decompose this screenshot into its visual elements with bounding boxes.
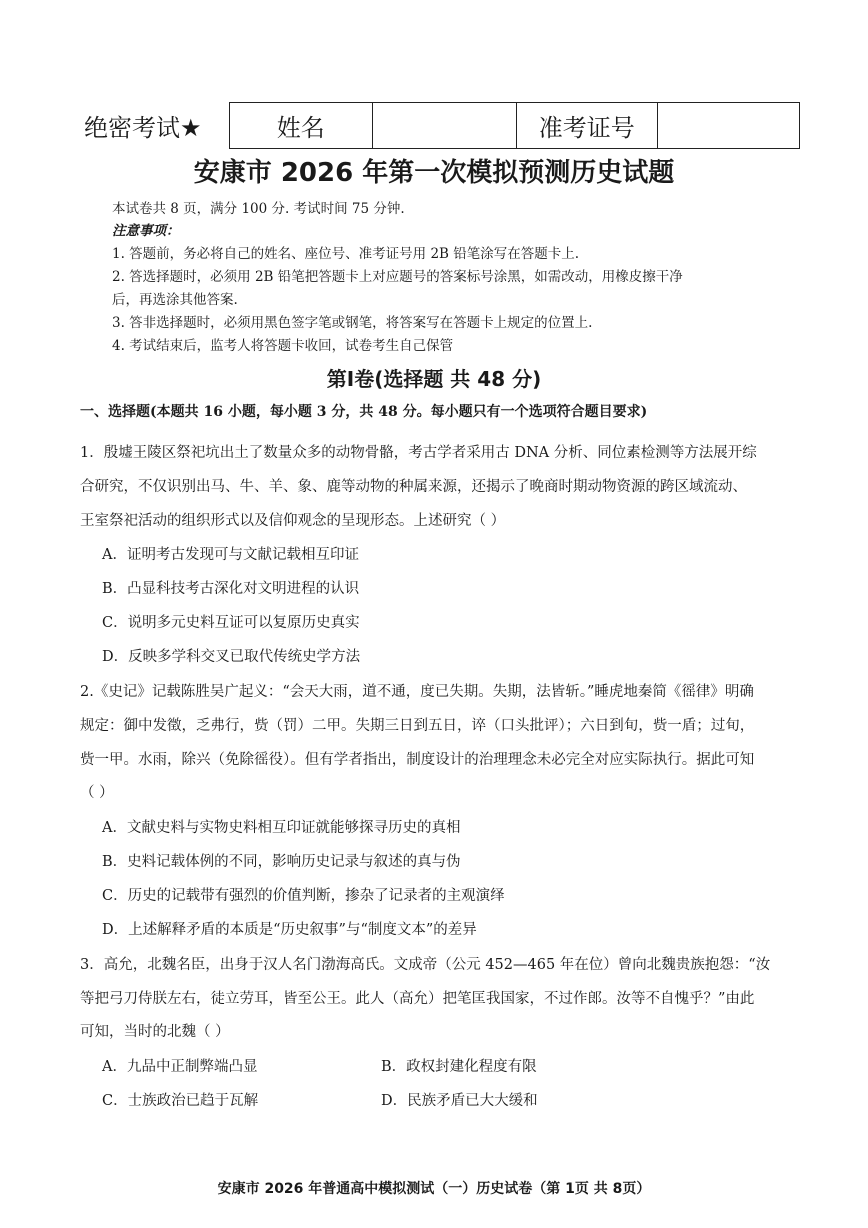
note-item: 2. 答选择题时，必须用 2B 铅笔把答题卡上对应题号的答案标号涂黑，如需改动，用橡皮擦干净 — [112, 269, 683, 285]
question-1-line: 王室祭祀活动的组织形式以及信仰观念的呈现形态。上述研究（ ） — [80, 513, 506, 529]
note-item: 后，再选涂其他答案. — [112, 292, 238, 308]
question-2-line: 规定：御中发徵，乏弗行，赀（罚）二甲。失期三日到五日，谇（口头批评）；六日到旬，赀一盾；过旬， — [80, 718, 755, 734]
name-label: 姓名 — [230, 103, 373, 148]
candidate-info-table — [229, 102, 800, 149]
question-2-line: 2.《史记》记载陈胜吴广起义：“会天大雨，道不通，度已失期。失期，法皆斩。”睡虎地秦简《徭律》明确 — [80, 684, 754, 700]
notes-title: 注意事项： — [112, 223, 180, 239]
name-field[interactable] — [373, 103, 518, 148]
question-1-option-c: C．说明多元史料互证可以复原历史真实 — [102, 615, 360, 631]
confidential-label: 绝密考试★ — [84, 114, 202, 142]
question-2-line: （ ） — [80, 785, 114, 801]
note-item: 4. 考试结束后，监考人将答题卡收回，试卷考生自己保管 — [112, 338, 454, 354]
section-title: 第Ⅰ卷(选择题 共 48 分) — [326, 367, 542, 391]
question-1-option-d: D．反映多学科交叉已取代传统史学方法 — [102, 649, 361, 665]
note-item: 3. 答非选择题时，必须用黑色签字笔或钢笔，将答案写在答题卡上规定的位置上. — [112, 315, 593, 331]
question-1-line: 合研究，不仅识别出马、牛、羊、象、鹿等动物的种属来源，还揭示了晚商时期动物资源的跨区域流动、 — [80, 479, 747, 495]
question-3-line: 3．高允，北魏名臣，出身于汉人名门渤海高氏。文成帝（公元 452—465 年在位）曾向北魏贵族抱怨：“汝 — [80, 957, 771, 973]
question-3-option-d: D．民族矛盾已大大缓和 — [381, 1093, 538, 1109]
question-3-option-c: C．士族政治已趋于瓦解 — [102, 1093, 259, 1109]
question-1-line: 1．殷墟王陵区祭祀坑出土了数量众多的动物骨骼，考古学者采用古 DNA 分析、同位素检测等方法展开综 — [80, 445, 757, 461]
question-1-option-b: B．凸显科技考古深化对文明进程的认识 — [102, 581, 360, 597]
page-footer: 安康市 2026 年普通高中模拟测试（一）历史试卷（第 1页 共 8页） — [217, 1181, 651, 1197]
exam-id-label: 准考证号 — [517, 103, 658, 148]
exam-title: 安康市 2026 年第一次模拟预测历史试题 — [193, 158, 675, 188]
question-3-option-a: A．九品中正制弊端凸显 — [102, 1059, 258, 1075]
question-2-line: 赀一甲。水雨，除兴（免除徭役）。但有学者指出，制度设计的治理理念未必完全对应实际执行。据此可知 — [80, 752, 755, 768]
question-2-option-a: A．文献史料与实物史料相互印证就能够探寻历史的真相 — [102, 820, 461, 836]
note-item: 1. 答题前，务必将自己的姓名、座位号、准考证号用 2B 铅笔涂写在答题卡上. — [112, 246, 580, 262]
question-2-option-d: D．上述解释矛盾的本质是“历史叙事”与“制度文本”的差异 — [102, 922, 477, 938]
question-2-option-b: B．史料记载体例的不同，影响历史记录与叙述的真与伪 — [102, 854, 461, 870]
exam-id-field[interactable] — [658, 103, 800, 148]
question-1-option-a: A．证明考古发现可与文献记载相互印证 — [102, 547, 359, 563]
question-3-line: 可知，当时的北魏（ ） — [80, 1024, 230, 1040]
question-2-option-c: C．历史的记载带有强烈的价值判断，掺杂了记录者的主观演绎 — [102, 888, 505, 904]
question-3-option-b: B．政权封建化程度有限 — [381, 1059, 537, 1075]
section-instructions: 一、选择题(本题共 16 小题，每小题 3 分，共 48 分。每小题只有一个选项符合题目要求) — [80, 404, 648, 420]
question-3-line: 等把弓刀侍朕左右，徒立劳耳，皆至公王。此人（高允）把笔匡我国家，不过作郎。汝等不自愧乎？”由此 — [80, 991, 755, 1007]
exam-intro: 本试卷共 8 页，满分 100 分. 考试时间 75 分钟. — [112, 201, 405, 217]
